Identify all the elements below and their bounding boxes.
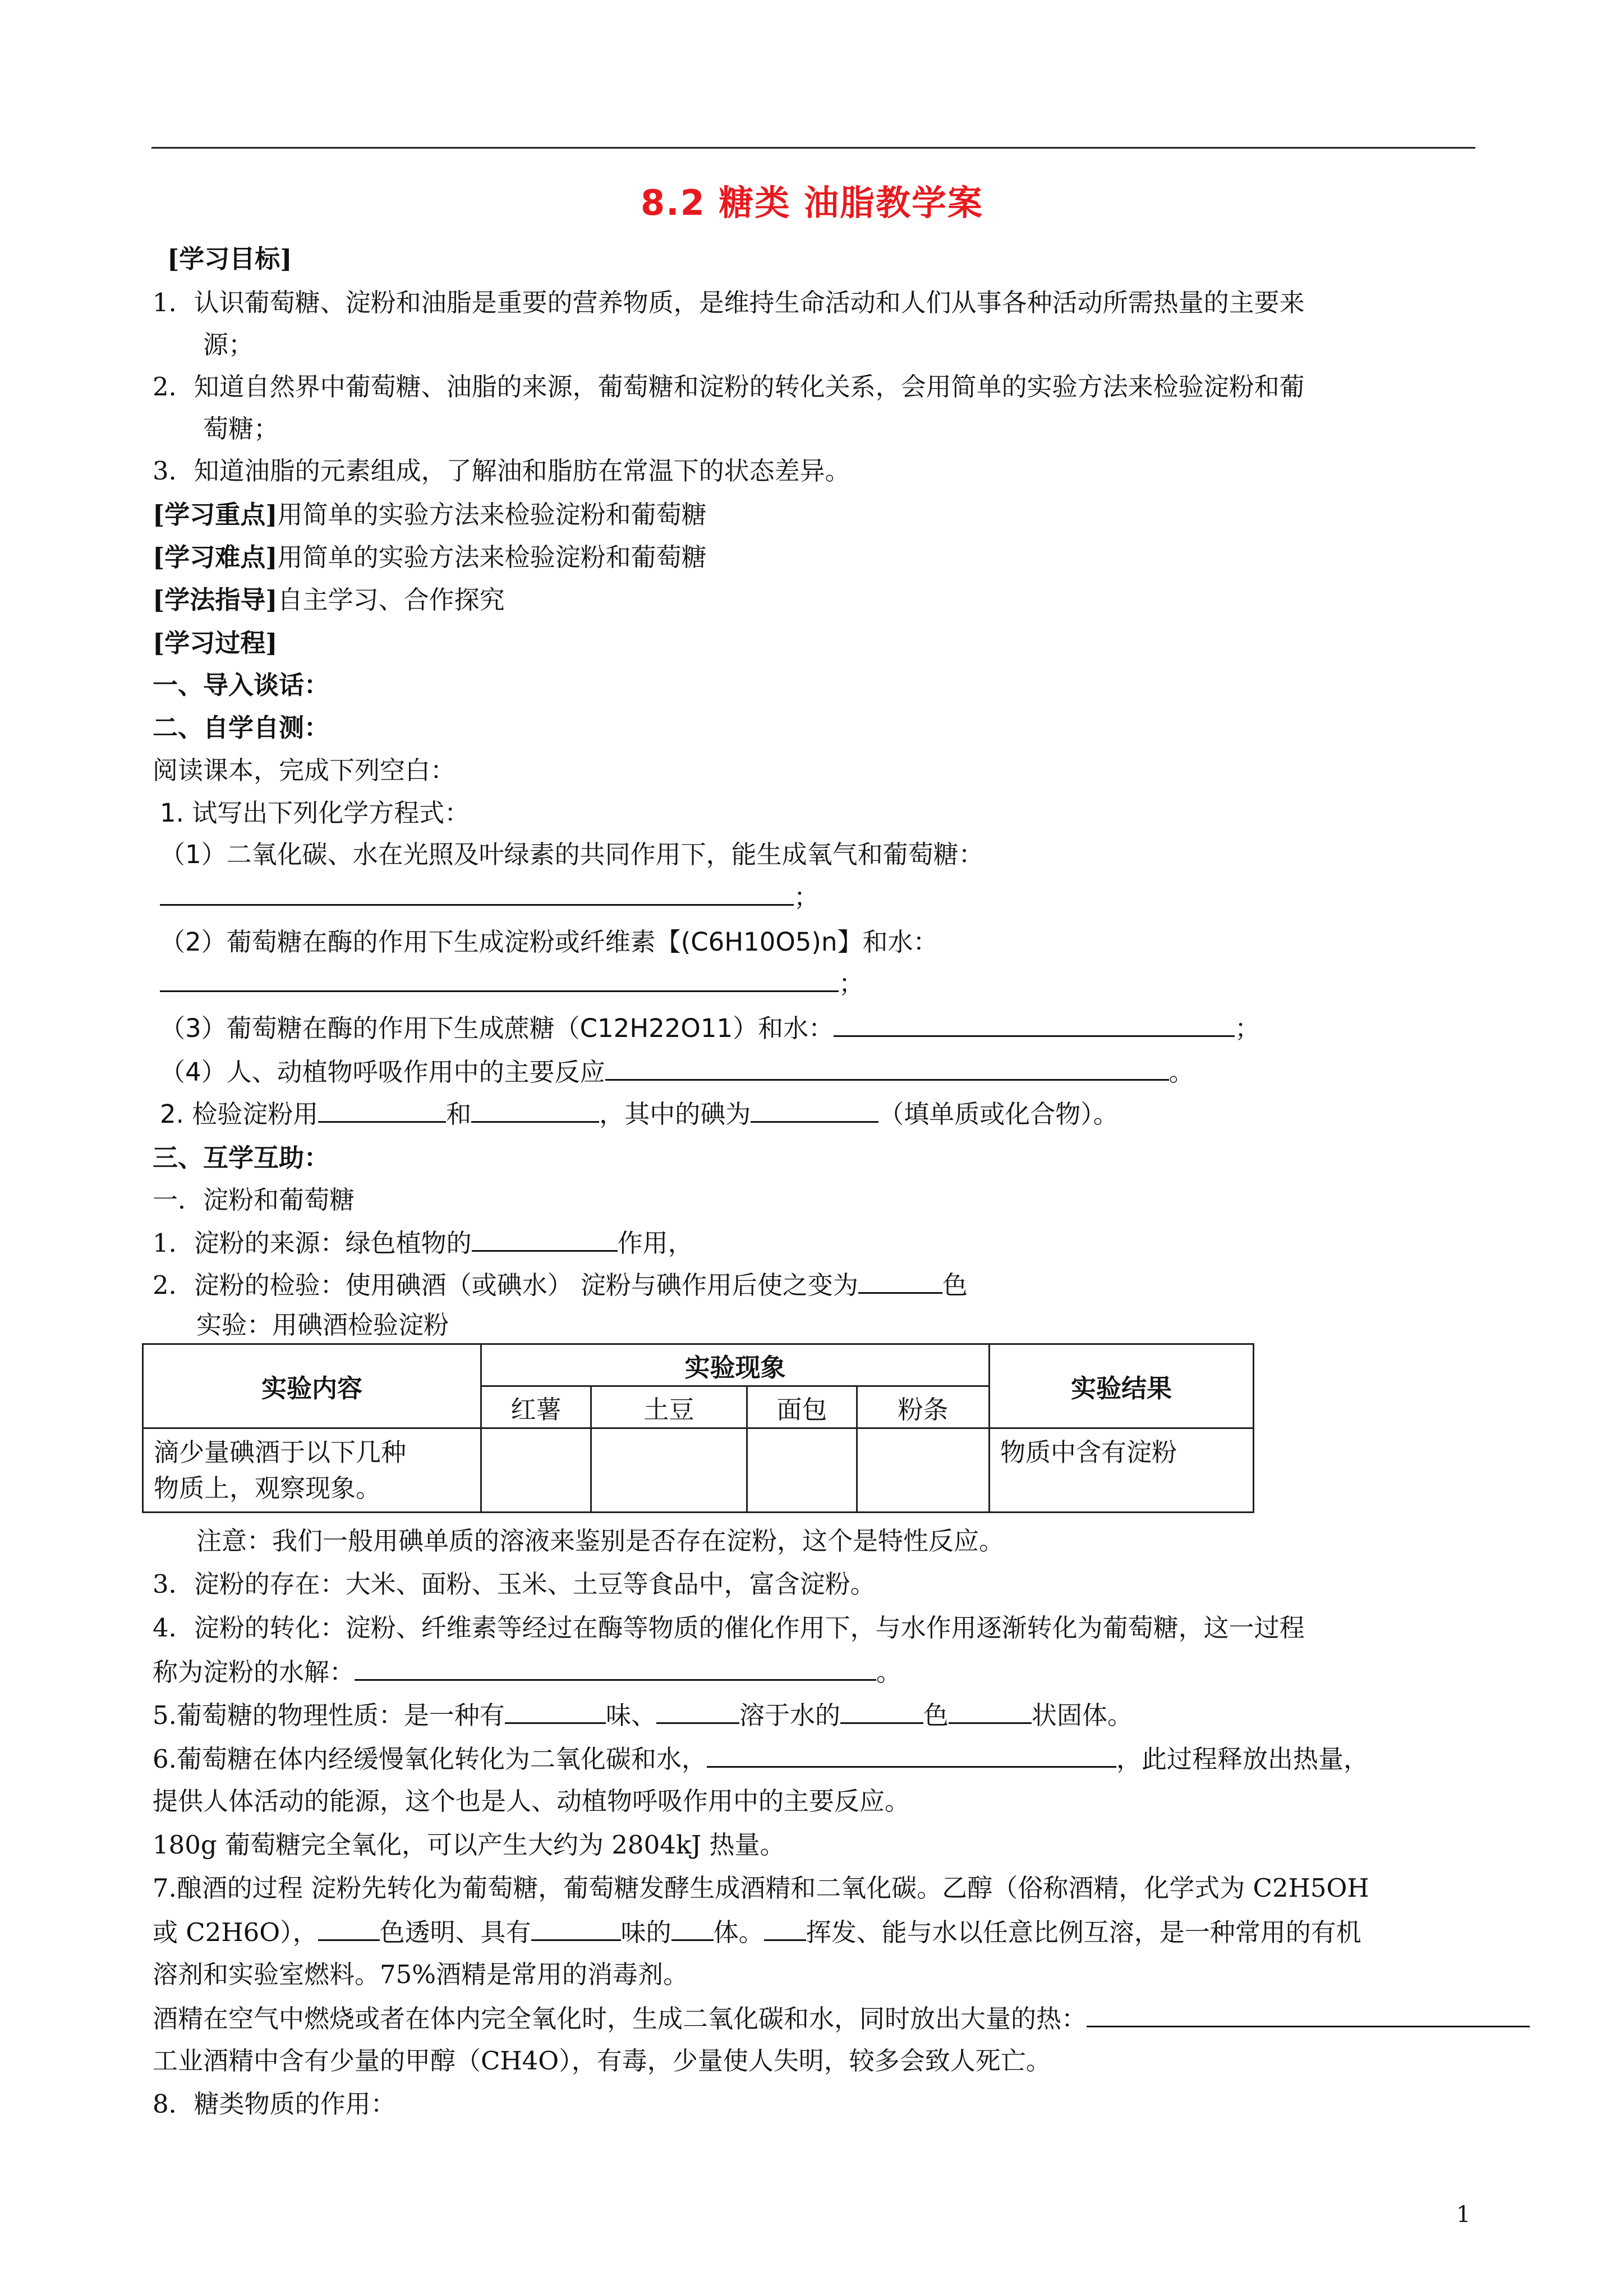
answer-blank[interactable] (656, 1698, 739, 1724)
question-1: 1. 试写出下列化学方程式： (160, 798, 470, 828)
objective-2a: 2．知道自然界中葡萄糖、油脂的来源，葡萄糖和淀粉的转化关系，会用简单的实验方法来检验淀粉和葡 (153, 372, 1305, 402)
question-1-4 (160, 1054, 1194, 1089)
point-4b (153, 1654, 901, 1689)
method-text: 自主学习、合作探究 (277, 585, 505, 615)
question-1-2: （2）葡萄糖在酶的作用下生成淀粉或纤维素【(C6H10O5)n】和水： (160, 927, 938, 957)
answer-blank[interactable] (751, 1096, 878, 1123)
point-4b-text: 称为淀粉的水解： (153, 1657, 355, 1687)
cell-potato[interactable] (591, 1428, 747, 1513)
point-7b (153, 1915, 1361, 1949)
point-7b-text-d: 体。 (713, 1917, 764, 1947)
row-content-line-2: 物质上，观察现象。 (154, 1473, 381, 1503)
semicolon: ； (839, 969, 864, 998)
answer-blank[interactable] (318, 1096, 446, 1123)
row-content (143, 1428, 481, 1513)
row-content-line-1: 滴少量碘酒于以下几种 (154, 1437, 407, 1467)
question-2-text-a: 2. 检验淀粉用 (160, 1099, 319, 1129)
section-2-heading: 二、自学自测： (153, 713, 330, 743)
point-7b-text-c: 味的 (620, 1917, 671, 1947)
answer-blank[interactable] (160, 966, 839, 992)
note: 注意：我们一般用碘单质的溶液来鉴别是否存在淀粉，这个是特性反应。 (196, 1526, 1005, 1556)
point-7b-text-a: 或 C2H6O）， (153, 1917, 318, 1947)
point-7d (153, 2001, 1530, 2036)
answer-blank[interactable] (471, 1096, 599, 1123)
objective-2b: 萄糖； (203, 414, 279, 444)
answer-blank[interactable] (840, 1698, 923, 1724)
keypoint-line (153, 498, 707, 532)
objective-1b: 源； (203, 330, 254, 359)
semicolon: ； (1235, 1013, 1260, 1043)
point-5-text-c: 溶于水的 (739, 1700, 840, 1730)
answer-blank[interactable] (318, 1915, 380, 1941)
point-5-text-e: 状固体。 (1031, 1700, 1133, 1730)
period: 。 (1168, 1057, 1194, 1087)
answer-blank[interactable] (764, 1915, 806, 1941)
point-7a: 7.酿酒的过程 淀粉先转化为葡萄糖，葡萄糖发酵生成酒精和二氧化碳。乙醇（俗称酒精，化学式为 C2H5OH (153, 1873, 1369, 1903)
objectives-heading: [学习目标] (167, 244, 292, 274)
point-1-text-b: 作用， (617, 1228, 693, 1258)
method-line (153, 583, 505, 617)
point-1-text-a: 1．淀粉的来源：绿色植物的 (153, 1228, 472, 1258)
point-6a-text: 6.葡萄糖在体内经缓慢氧化转化为二氧化碳和水， (153, 1744, 707, 1774)
point-2-text-b: 色 (942, 1270, 968, 1300)
header-rule (151, 147, 1475, 149)
header-phenomenon: 实验现象 (481, 1344, 990, 1386)
experiment-table (142, 1343, 1254, 1513)
question-1-3 (160, 1011, 1260, 1045)
difficulty-line (153, 541, 707, 574)
subheader-noodles: 粉条 (857, 1386, 990, 1428)
page-number: 1 (1456, 2202, 1471, 2228)
answer-blank[interactable] (1087, 2001, 1530, 2027)
read-instruction: 阅读课本，完成下列空白： (153, 755, 456, 785)
experiment-title: 实验：用碘酒检验淀粉 (196, 1310, 449, 1340)
section-3-heading: 三、互学互助： (153, 1143, 330, 1173)
answer-blank[interactable] (671, 1915, 714, 1941)
subheader-bread: 面包 (747, 1386, 857, 1428)
header-result: 实验结果 (990, 1344, 1254, 1428)
row-result: 物质中含有淀粉 (990, 1428, 1254, 1513)
method-label: [学法指导] (153, 585, 278, 615)
point-7d-text: 酒精在空气中燃烧或者在体内完全氧化时，生成二氧化碳和水，同时放出大量的热： (153, 2004, 1087, 2034)
point-2-text-a: 2．淀粉的检验：使用碘酒（或碘水） 淀粉与碘作用后使之变为 (153, 1270, 858, 1300)
point-7b-text-e: 挥发、能与水以任意比例互溶，是一种常用的有机 (806, 1917, 1361, 1947)
question-1-2-answer (160, 966, 864, 1001)
point-5 (153, 1698, 1133, 1732)
cell-bread[interactable] (747, 1428, 857, 1513)
point-2 (153, 1267, 968, 1302)
keypoint-label: [学习重点] (153, 500, 278, 529)
answer-blank[interactable] (858, 1267, 942, 1294)
point-6a (153, 1741, 1369, 1776)
answer-blank[interactable] (531, 1915, 621, 1941)
question-1-4-text: （4）人、动植物呼吸作用中的主要反应 (160, 1057, 605, 1087)
page-title: 8.2 糖类 油脂教学案 (640, 182, 983, 223)
answer-blank[interactable] (605, 1054, 1169, 1081)
question-1-3-text: （3）葡萄糖在酶的作用下生成蔗糖（C12H22O11）和水： (160, 1013, 834, 1043)
answer-blank[interactable] (355, 1654, 876, 1681)
semicolon: ； (794, 882, 820, 912)
point-1 (153, 1225, 693, 1260)
point-5-text-d: 色 (923, 1700, 949, 1730)
point-3: 3．淀粉的存在：大米、面粉、玉米、土豆等食品中，富含淀粉。 (153, 1569, 876, 1599)
header-content: 实验内容 (143, 1344, 481, 1428)
process-heading: [学习过程] (153, 628, 278, 658)
point-5-text-a: 5.葡萄糖的物理性质：是一种有 (153, 1700, 505, 1730)
cell-sweet-potato[interactable] (481, 1428, 591, 1513)
period: 。 (876, 1657, 902, 1687)
point-8: 8．糖类物质的作用： (153, 2089, 396, 2119)
objective-1a: 1．认识葡萄糖、淀粉和油脂是重要的营养物质，是维持生命活动和人们从事各种活动所需热量的主要来 (153, 288, 1305, 317)
answer-blank[interactable] (472, 1225, 618, 1252)
point-4a: 4．淀粉的转化：淀粉、纤维素等经过在酶等物质的催化作用下，与水作用逐渐转化为葡萄糖，这一过程 (153, 1613, 1305, 1643)
point-6a-tail: ，此过程释放出热量， (1116, 1744, 1369, 1774)
subheader-potato: 土豆 (591, 1386, 747, 1428)
point-6b: 提供人体活动的能源，这个也是人、动植物呼吸作用中的主要反应。 (153, 1786, 910, 1816)
keypoint-text: 用简单的实验方法来检验淀粉和葡萄糖 (277, 500, 707, 529)
question-1-1-answer (160, 879, 819, 914)
answer-blank[interactable] (505, 1698, 606, 1724)
answer-blank[interactable] (707, 1741, 1116, 1768)
cell-noodles[interactable] (857, 1428, 990, 1513)
objective-3: 3．知道油脂的元素组成，了解油和脂肪在常温下的状态差异。 (153, 456, 850, 486)
answer-blank[interactable] (949, 1698, 1032, 1724)
point-6c: 180g 葡萄糖完全氧化，可以产生大约为 2804kJ 热量。 (153, 1830, 785, 1860)
subheader-sweet-potato: 红薯 (481, 1386, 591, 1428)
difficulty-label: [学习难点] (153, 542, 278, 572)
question-1-1: （1）二氧化碳、水在光照及叶绿素的共同作用下，能生成氧气和葡萄糖： (160, 840, 984, 869)
point-7c: 溶剂和实验室燃料。75%酒精是常用的消毒剂。 (153, 1960, 689, 1989)
section-1-heading: 一、导入谈话： (153, 670, 330, 700)
answer-blank[interactable] (834, 1011, 1235, 1037)
question-2-text-b: 和 (446, 1099, 472, 1129)
point-7e: 工业酒精中含有少量的甲醇（CH4O），有毒，少量使人失明，较多会致人死亡。 (153, 2046, 1051, 2076)
difficulty-text: 用简单的实验方法来检验淀粉和葡萄糖 (277, 542, 707, 572)
subsection-1-heading: 一．淀粉和葡萄糖 (153, 1185, 355, 1215)
point-5-text-b: 味、 (605, 1700, 656, 1730)
answer-blank[interactable] (160, 879, 794, 906)
point-7b-text-b: 色透明、具有 (379, 1917, 531, 1947)
question-2 (160, 1096, 1119, 1131)
question-2-text-d: （填单质或化合物）。 (878, 1099, 1119, 1129)
question-2-text-c: ，其中的碘为 (599, 1099, 751, 1129)
